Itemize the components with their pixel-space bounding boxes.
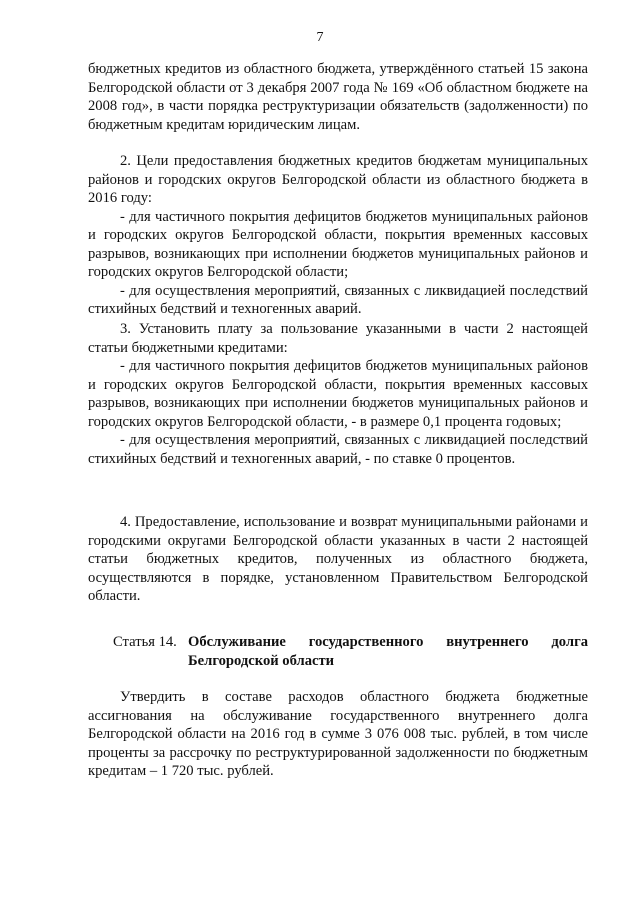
section-2 [88, 152, 588, 319]
section-3-item: - для частичного покрытия дефицитов бюджетов муниципальных районов и городских округов Белгородской области, покрытия временных кассовых разрывов, возникающих при исполнении бюджетов муниципальных районов и городских округов Белгородской области, - в размере 0,1 процента годовых; [88, 358, 588, 430]
section-2-item: - для частичного покрытия дефицитов бюджетов муниципальных районов и городских округов Белгородской области, покрытия временных кассовых разрывов, возникающих при исполнении бюджетов муниципальных районов и городских округов Белгородской области; [88, 208, 588, 280]
article-title: Обслуживание государственного внутреннего долга Белгородской области [188, 634, 588, 669]
article-14-body [88, 688, 588, 781]
article-14-paragraph: Утвердить в составе расходов областного бюджета бюджетные ассигнования на обслуживание государственного внутреннего долга Белгородской области на 2016 год в сумме 3 076 008 тыс. рублей, в том числе проценты за рассрочку по реструктурированной задолженности по бюджетным кредитам – 1 720 тыс. рублей. [88, 689, 588, 779]
page-number: 7 [316, 30, 324, 45]
intro-paragraph: бюджетных кредитов из областного бюджета, утверждённого статьей 15 закона Белгородской области от 3 декабря 2007 года № 169 «Об областном бюджете на 2008 год», в части порядка реструктуризации обязательств (задолженности) по бюджетным кредитам юридическим лицам. [88, 61, 588, 133]
section-3 [88, 320, 588, 468]
section-4-paragraph: 4. Предоставление, использование и возврат муниципальными районами и городскими округами Белгородской области указанных в части 2 настоящей статьи бюджетных кредитов, полученных из областного бюджета, осуществляются в порядке, установленном Правительством Белгородской области. [88, 514, 588, 604]
section-2-item: - для осуществления мероприятий, связанных с ликвидацией последствий стихийных бедствий и техногенных аварий. [88, 282, 588, 317]
section-2-heading: 2. Цели предоставления бюджетных кредитов бюджетам муниципальных районов и городских округов Белгородской области из областного бюджета в 2016 году: [88, 153, 588, 206]
section-3-item: - для осуществления мероприятий, связанных с ликвидацией последствий стихийных бедствий и техногенных аварий, - по ставке 0 процентов. [88, 432, 588, 467]
section-4 [88, 513, 588, 606]
article-label: Статья 14. [113, 634, 177, 650]
section-3-heading: 3. Установить плату за пользование указанными в части 2 настоящей статьи бюджетными кредитами: [88, 321, 588, 356]
intro-block [88, 60, 588, 134]
